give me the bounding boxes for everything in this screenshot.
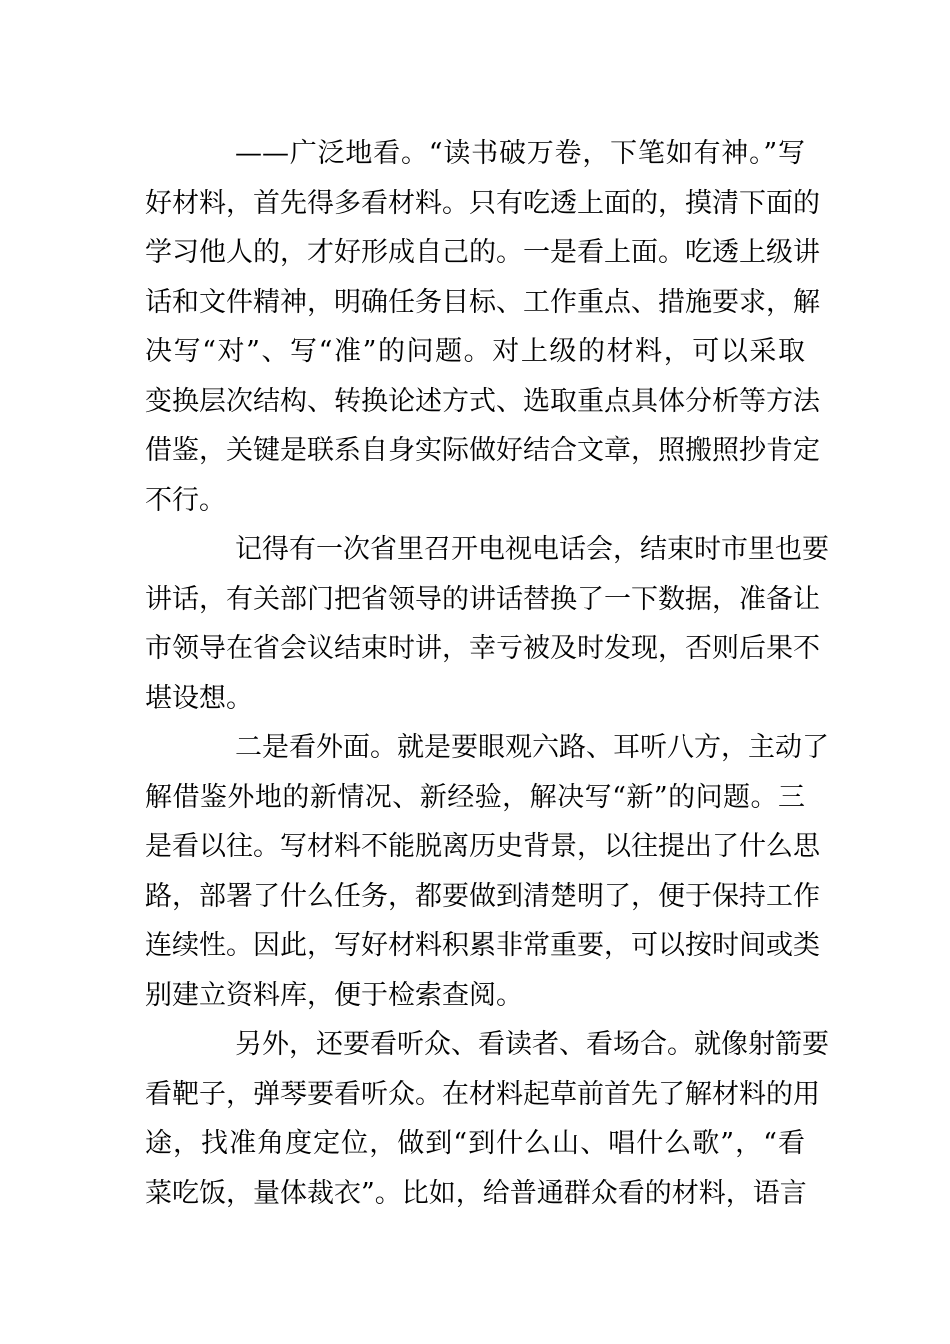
paragraph-line: 变换层次结构、转换论述方式、选取重点具体分析等方法 — [145, 385, 820, 417]
paragraph-line: 看靶子，弹琴要看听众。在材料起草前首先了解材料的用 — [145, 1078, 820, 1110]
paragraph-line: 不行。 — [145, 484, 226, 516]
paragraph-line: 连续性。因此，写好材料积累非常重要，可以按时间或类 — [145, 930, 820, 961]
paragraph-4 — [145, 1020, 829, 1218]
paragraph-line: ——广泛地看。“读书破万卷，下笔如有神。”写 — [235, 138, 805, 169]
paragraph-line: 解借鉴外地的新情况、新经验，解决写“新”的问题。三 — [145, 781, 805, 813]
paragraph-line: 学习他人的，才好形成自己的。一是看上面。吃透上级讲 — [145, 237, 820, 268]
paragraph-line: 好材料，首先得多看材料。只有吃透上面的，摸清下面的 — [145, 187, 820, 219]
paragraph-line: 话和文件精神，明确任务目标、工作重点、措施要求，解 — [145, 286, 820, 318]
paragraph-line: 堪设想。 — [145, 682, 253, 714]
paragraph-line: 菜吃饭，量体裁衣”。比如，给普通群众看的材料，语言 — [145, 1177, 807, 1209]
paragraph-2 — [145, 525, 829, 723]
paragraph-line: 途，找准角度定位，做到“到什么山、唱什么歌”，“看 — [145, 1128, 805, 1159]
paragraph-line: 路，部署了什么任务，都要做到清楚明了，便于保持工作 — [145, 880, 820, 912]
document-body — [145, 129, 829, 1218]
paragraph-line: 市领导在省会议结束时讲，幸亏被及时发现，否则后果不 — [145, 633, 820, 664]
paragraph-line: 是看以往。写材料不能脱离历史背景，以往提出了什么思 — [145, 831, 820, 862]
paragraph-line: 决写“对”、写“准”的问题。对上级的材料，可以采取 — [145, 336, 805, 367]
paragraph-line: 讲话，有关部门把省领导的讲话替换了一下数据，准备让 — [145, 583, 820, 615]
paragraph-1 — [145, 129, 820, 525]
paragraph-line: 二是看外面。就是要眼观六路、耳听八方，主动了 — [235, 732, 829, 763]
paragraph-3 — [145, 723, 829, 1020]
paragraph-line: 记得有一次省里召开电视电话会，结束时市里也要 — [235, 534, 829, 565]
paragraph-line: 别建立资料库，便于检索查阅。 — [145, 979, 523, 1011]
paragraph-line: 借鉴，关键是联系自身实际做好结合文章，照搬照抄肯定 — [145, 435, 820, 466]
paragraph-line: 另外，还要看听众、看读者、看场合。就像射箭要 — [235, 1029, 829, 1060]
